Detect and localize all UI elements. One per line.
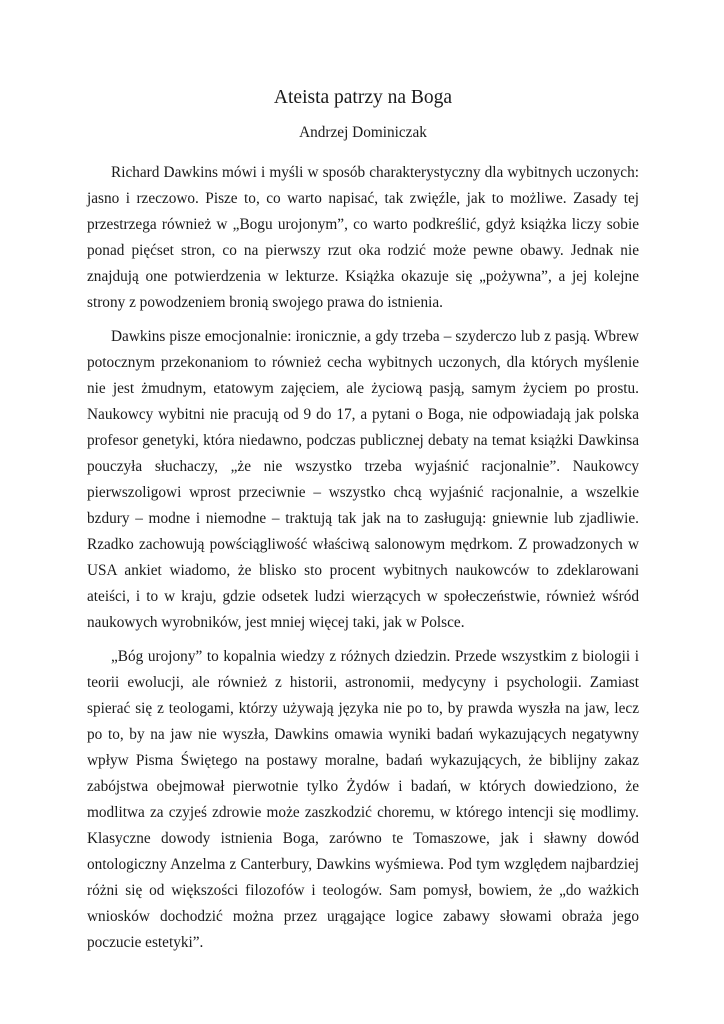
document-author: Andrzej Dominiczak xyxy=(299,124,427,141)
document-page xyxy=(87,86,639,956)
paragraph-1: Richard Dawkins mówi i myśli w sposób charakterystyczny dla wybitnych uczonych: jasno i rzeczowo. Pisze to, co warto napisać, tak zwięźle, jak to możliwe. Zasady tej przestrzega również w „Bogu urojonym”, co warto podkreślić, gdyż książka liczy sobie ponad pięćset stron, co na pierwszy rzut oka rodzić może pewne obawy. Jednak nie znajdują one potwierdzenia w lekturze. Książka okazuje się „pożywna”, a jej kolejne strony z powodzeniem bronią swojego prawa do istnienia. xyxy=(87,164,639,311)
document-title: Ateista patrzy na Boga xyxy=(273,87,453,108)
paragraph-3: „Bóg urojony” to kopalnia wiedzy z różnych dziedzin. Przede wszystkim z biologii i teorii ewolucji, ale również z historii, astronomii, medycyny i psychologii. Zamiast spierać się z teologami, którzy używają języka nie po to, by prawda wyszła na jaw, lecz po to, by na jaw nie wyszła, Dawkins omawia wyniki badań wykazujących negatywny wpływ Pisma Świętego na postawy moralne, badań wykazujących, że biblijny zakaz zabójstwa obejmował pierwotnie tylko Żydów i badań, w których dowiedziono, że modlitwa za czyjeś zdrowie może zaszkodzić choremu, w którego intencji się modlimy. Klasyczne dowody istnienia Boga, zarówno te Tomaszowe, jak i sławny dowód ontologiczny Anzelma z Canterbury, Dawkins wyśmiewa. Pod tym względem najbardziej różni się od większości filozofów i teologów. Sam pomysł, bowiem, że „do ważkich wniosków dochodzić można przez urągające logice zabawy słowami obraża jego poczucie estetyki”. xyxy=(87,648,639,951)
paragraph-2: Dawkins pisze emocjonalnie: ironicznie, a gdy trzeba – szyderczo lub z pasją. Wbrew potocznym przekonaniom to również cecha wybitnych uczonych, dla których myślenie nie jest żmudnym, etatowym zajęciem, ale życiową pasją, samym życiem po prostu. Naukowcy wybitni nie pracują od 9 do 17, a pytani o Boga, nie odpowiadają jak polska profesor genetyki, która niedawno, podczas publicznej debaty na temat książki Dawkinsa pouczyła słuchaczy, „że nie wszystko trzeba wyjaśnić racjonalnie”. Naukowcy pierwszoligowi wprost przeciwnie – wszystko chcą wyjaśnić racjonalnie, a wszelkie bzdury – modne i niemodne – traktują tak jak na to zasługują: gniewnie lub zjadliwie. Rzadko zachowują powściągliwość właściwą salonowym mędrkom. Z prowadzonych w USA ankiet wiadomo, że blisko sto procent wybitnych naukowców to zdeklarowani ateiści, i to w kraju, gdzie odsetek ludzi wierzących w społeczeństwie, również wśród naukowych wyrobników, jest mniej więcej taki, jak w Polsce. xyxy=(87,328,639,631)
